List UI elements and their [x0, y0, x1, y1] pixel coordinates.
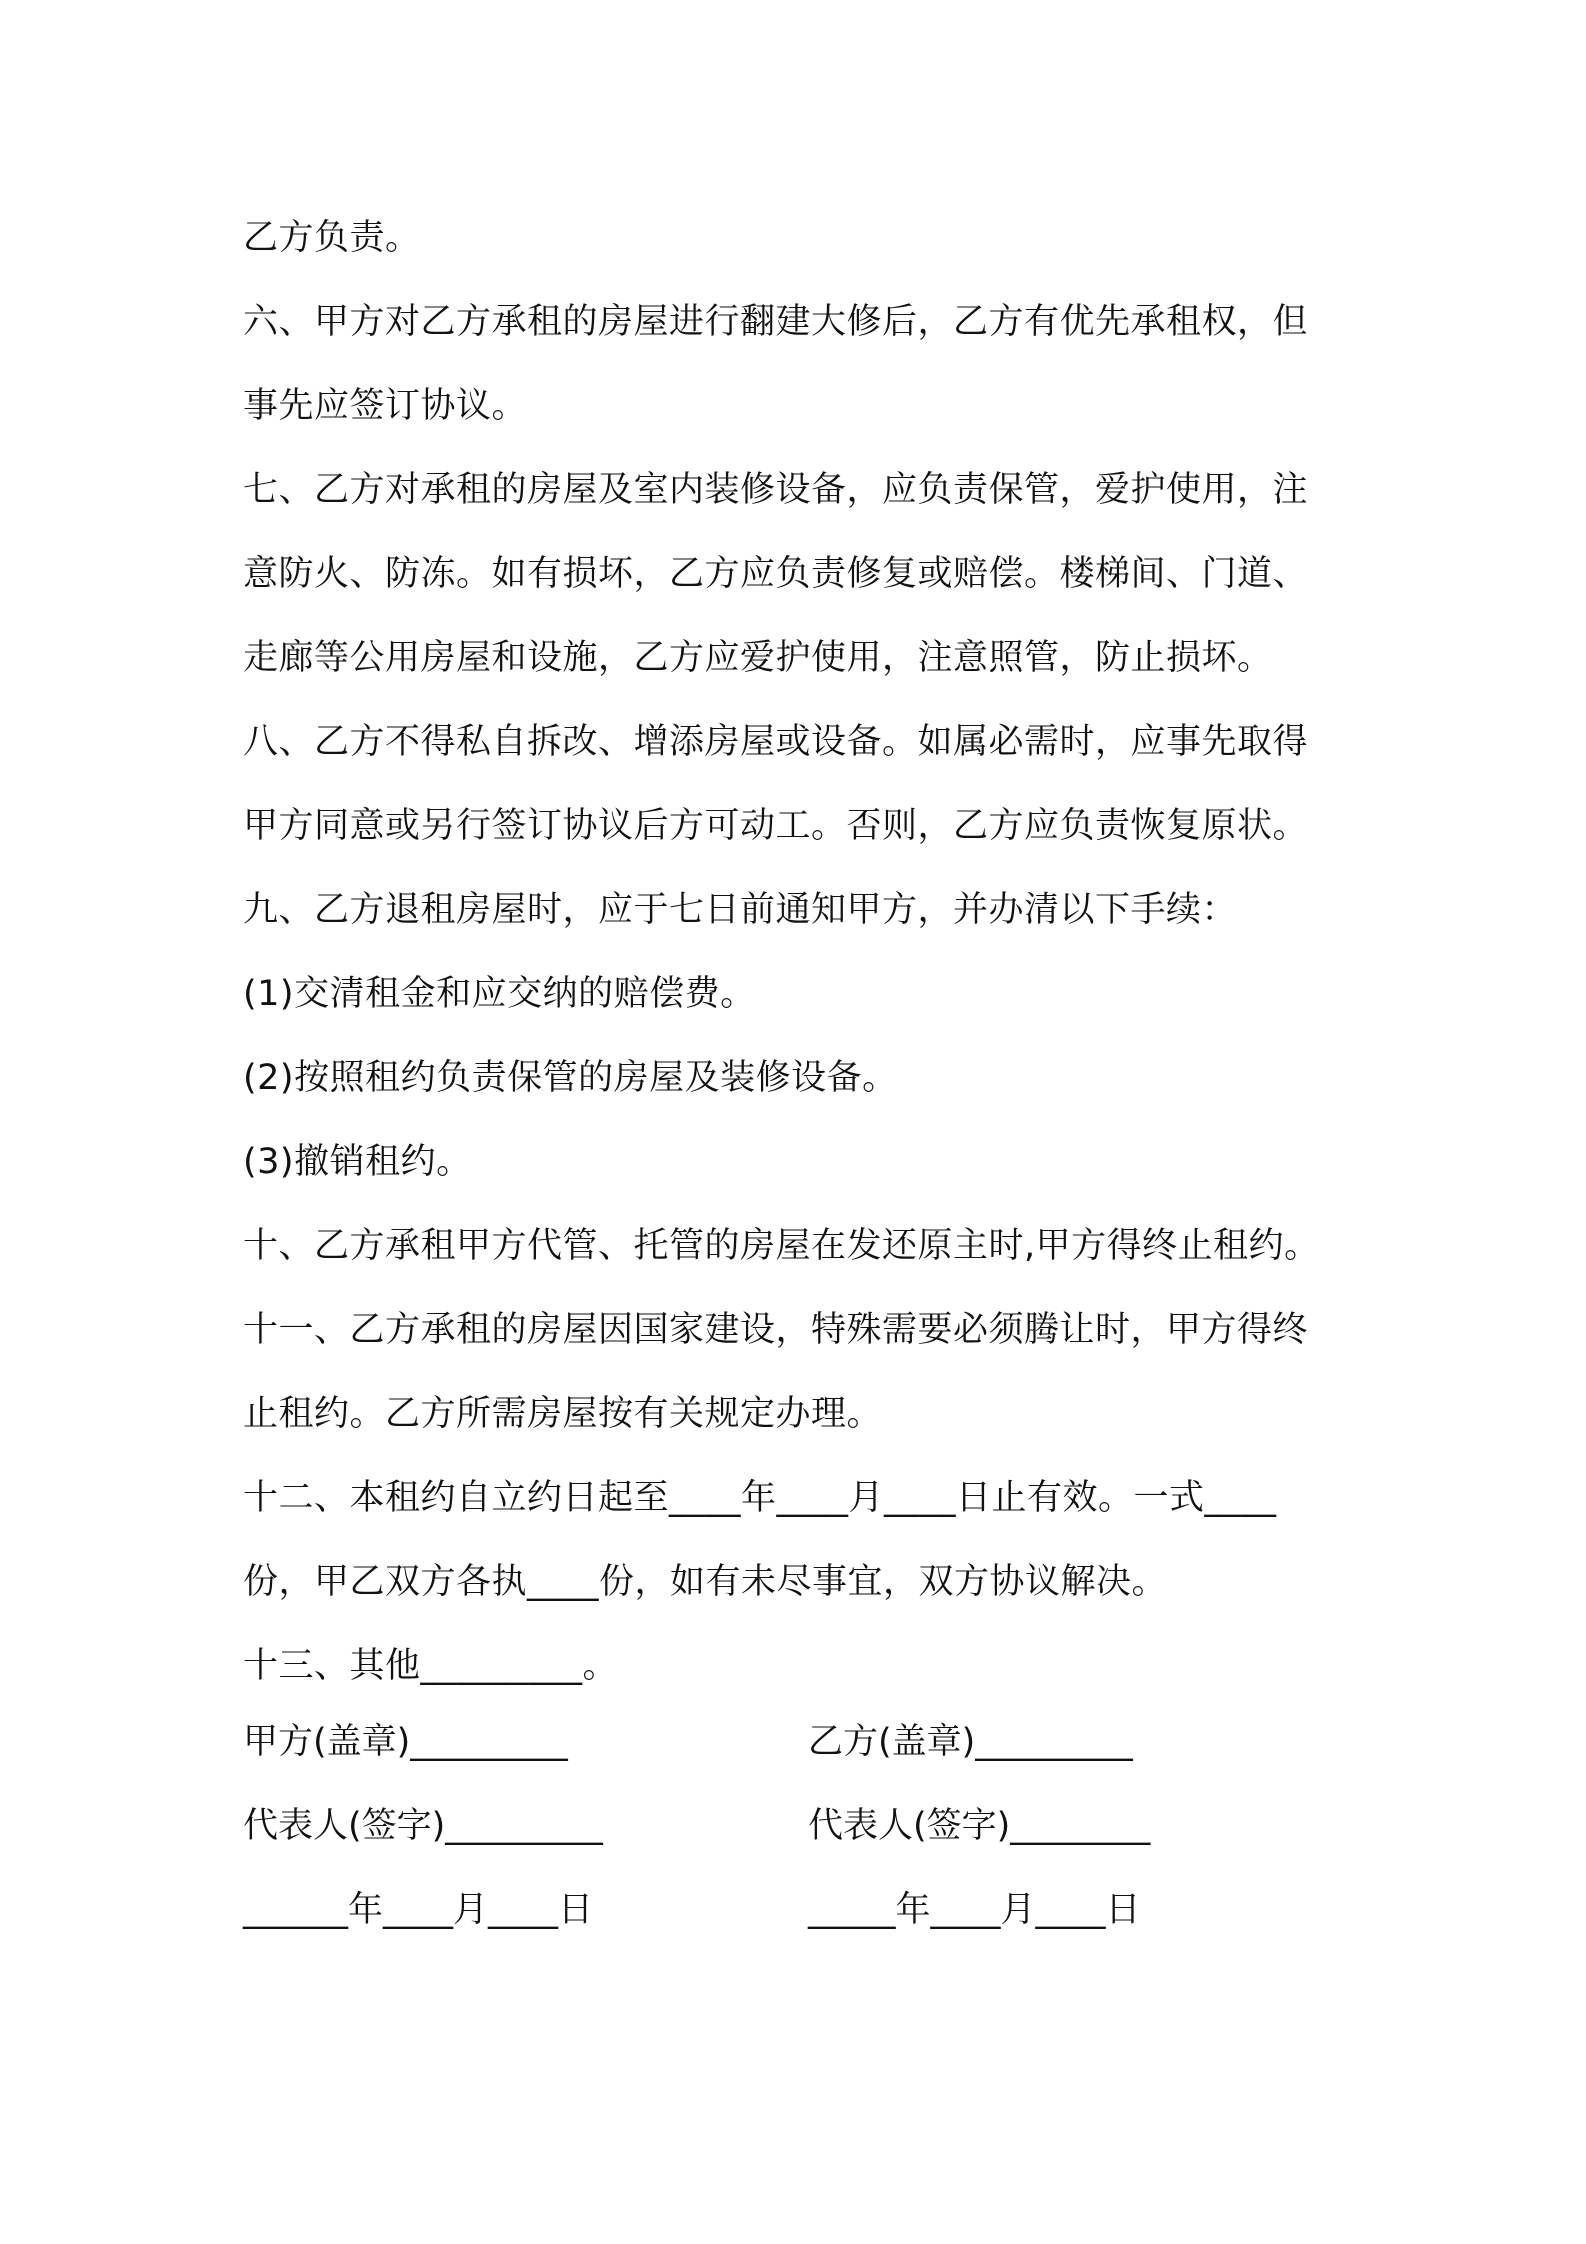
party-a-date: ______年____月____日 — [243, 1890, 594, 1930]
clause-13-line-1: 十三、其他_________。 — [243, 1646, 619, 1686]
clause-9-line-1: 九、乙方退租房屋时，应于七日前通知甲方，并办清以下手续： — [243, 890, 1238, 930]
party-a-seal: 甲方(盖章)_________ — [243, 1722, 568, 1762]
clause-9-item-2: (2)按照租约负责保管的房屋及装修设备。 — [243, 1058, 898, 1098]
party-b-seal: 乙方(盖章)_________ — [808, 1722, 1133, 1762]
clause-12-line-1: 十二、本租约自立约日起至____年____月____日止有效。一式____ — [243, 1478, 1277, 1518]
clause-11-line-1: 十一、乙方承租的房屋因国家建设，特殊需要必须腾让时，甲方得终 — [243, 1310, 1309, 1350]
clause-9-item-1: (1)交清租金和应交纳的赔偿费。 — [243, 974, 756, 1014]
representative-row — [243, 1784, 1363, 1868]
seal-row — [243, 1700, 1363, 1784]
text-line: 乙方负责。 — [243, 218, 421, 258]
clause-7-line-1: 七、乙方对承租的房屋及室内装修设备，应负责保管，爱护使用，注 — [243, 470, 1309, 510]
clause-7-line-3: 走廊等公用房屋和设施，乙方应爱护使用，注意照管，防止损坏。 — [243, 638, 1273, 678]
clause-8-line-1: 八、乙方不得私自拆改、增添房屋或设备。如属必需时，应事先取得 — [243, 722, 1309, 762]
clause-6-line-2: 事先应签订协议。 — [243, 386, 528, 426]
party-b-date: _____年____月____日 — [808, 1890, 1141, 1930]
clause-8-line-2: 甲方同意或另行签订协议后方可动工。否则，乙方应负责恢复原状。 — [243, 806, 1309, 846]
signature-block — [243, 1700, 1363, 1952]
party-b-representative: 代表人(签字)________ — [808, 1806, 1151, 1846]
contract-body — [243, 196, 1363, 1708]
clause-6-line-1: 六、甲方对乙方承租的房屋进行翻建大修后，乙方有优先承租权，但 — [243, 302, 1309, 342]
clause-7-line-2: 意防火、防冻。如有损坏，乙方应负责修复或赔偿。楼梯间、门道、 — [243, 554, 1309, 594]
clause-10-line-1: 十、乙方承租甲方代管、托管的房屋在发还原主时,甲方得终止租约。 — [243, 1226, 1320, 1266]
clause-9-item-3: (3)撤销租约。 — [243, 1142, 472, 1182]
date-row — [243, 1868, 1363, 1952]
clause-12-line-2: 份，甲乙双方各执____份，如有未尽事宜，双方协议解决。 — [243, 1562, 1168, 1602]
clause-11-line-2: 止租约。乙方所需房屋按有关规定办理。 — [243, 1394, 883, 1434]
party-a-representative: 代表人(签字)_________ — [243, 1806, 603, 1846]
